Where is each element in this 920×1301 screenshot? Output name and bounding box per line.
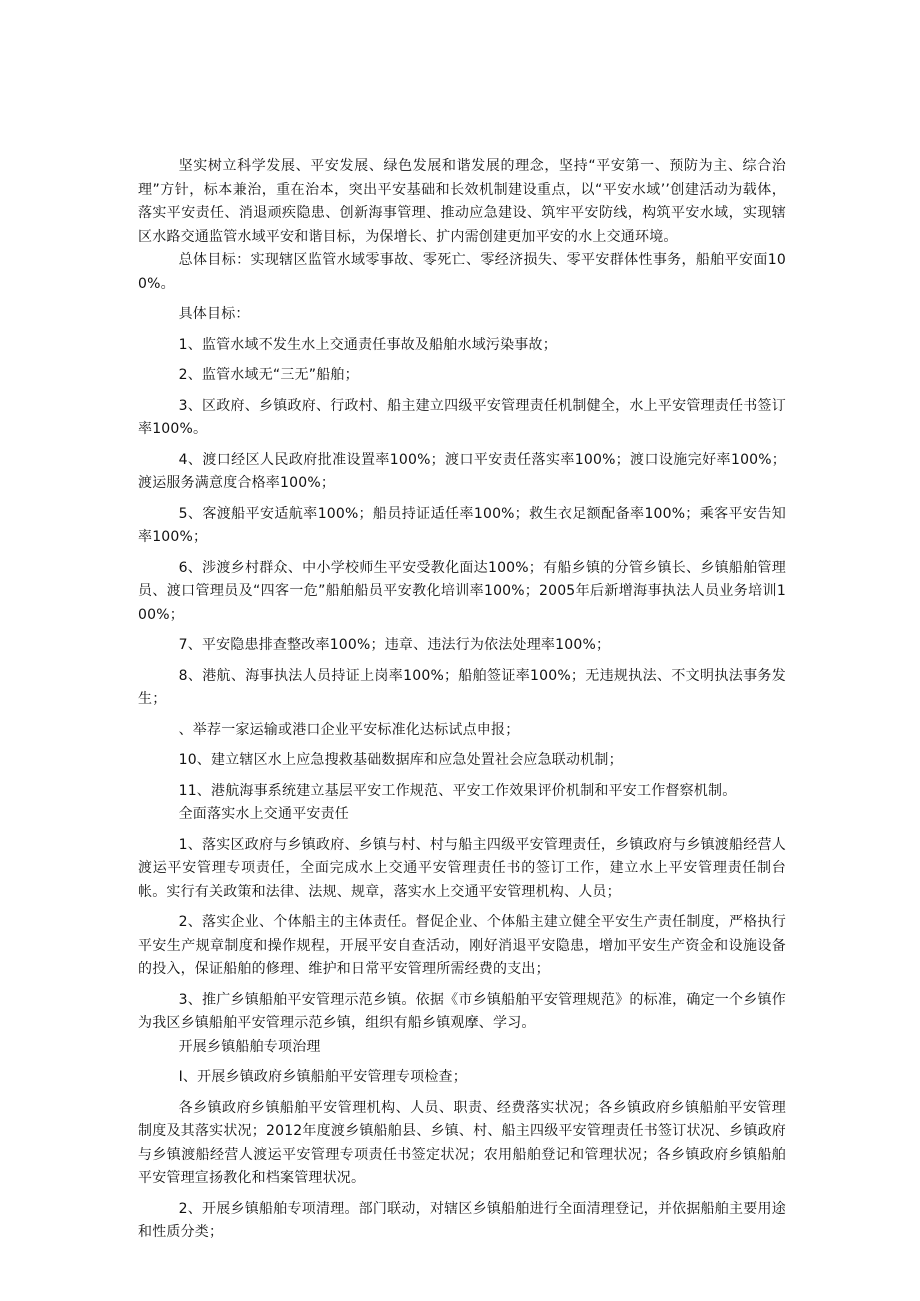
list-item-goal-5: 5、客渡船平安适航率100%；船员持证适任率100%；救生衣足额配备率100%；乘客平安告知率100%； — [138, 505, 786, 545]
paragraph-intro: 坚实树立科学发展、平安发展、绿色发展和谐发展的理念，坚持“平安第一、预防为主、综合治理”方针，标本兼治，重在治本，突出平安基础和长效机制建设重点，以“平安水域’’创建活动为载体，落实平安责任、消退顽疾隐患、创新海事管理、推动应急建设、筑牢平安防线，构筑平安水域，实现辖区水路交通监管水域平安和谐目标，为保增长、扩内需创建更加平安的水上交通环境。 — [138, 158, 786, 245]
list-item-goal-8: 8、港航、海事执法人员持证上岗率100%；船舶签证率100%；无违规执法、不文明执法事务发生； — [138, 667, 786, 707]
paragraph-specific-goals-heading: 具体目标： — [178, 306, 250, 322]
list-item-responsibility-2: 2、落实企业、个体船主的主体责任。督促企业、个体船主建立健全平安生产责任制度，严格执行平安生产规章制度和操作规程，开展平安自查活动，刚好消退平安隐患，增加平安生产资金和设施设备的投入，保证船舶的修理、维护和日常平安管理所需经费的支出； — [138, 914, 786, 977]
section-heading-special-governance: 开展乡镇船舶专项治理 — [178, 1038, 321, 1055]
paragraph-governance-details: 各乡镇政府乡镇船舶平安管理机构、人员、职责、经费落实状况；各乡镇政府乡镇船舶平安管理制度及其落实状况；2012年度渡乡镇船舶县、乡镇、村、船主四级平安管理责任书签订状况、乡镇政府与乡镇渡船经营人渡运平安管理专项责任书签定状况；农用船舶登记和管理状况；各乡镇政府乡镇船舶平安管理宣扬教化和档案管理状况。 — [138, 1099, 786, 1186]
list-item-goal-2: 2、监管水域无“三无”船舶； — [178, 367, 359, 383]
list-item-goal-1: 1、监管水域不发生水上交通责任事故及船舶水域污染事故； — [178, 336, 557, 353]
document-body — [138, 155, 786, 1245]
list-item-goal-11: 11、港航海事系统建立基层平安工作规范、平安工作效果评价机制和平安工作督察机制。 — [178, 782, 737, 799]
list-item-goal-4: 4、渡口经区人民政府批准设置率100%；渡口平安责任落实率100%；渡口设施完好率100%；渡运服务满意度合格率100%； — [138, 451, 786, 491]
list-item-governance-2: 2、开展乡镇船舶专项清理。部门联动，对辖区乡镇船舶进行全面清理登记，并依据船舶主要用途和性质分类； — [138, 1200, 786, 1240]
section-heading-responsibility: 全面落实水上交通平安责任 — [178, 806, 349, 822]
list-item-goal-9: 、举荐一家运输或港口企业平安标准化达标试点申报； — [178, 721, 520, 738]
list-item-responsibility-1: 1、落实区政府与乡镇政府、乡镇与村、村与船主四级平安管理责任，乡镇政府与乡镇渡船经营人渡运平安管理专项责任，全面完成水上交通平安管理责任书的签订工作，建立水上平安管理责任制台帐。实行有关政策和法律、法规、规章，落实水上交通平安管理机构、人员； — [138, 836, 786, 900]
list-item-goal-6: 6、涉渡乡村群众、中小学校师生平安受教化面达100%；有船乡镇的分管乡镇长、乡镇船舶管理员、渡口管理员及“四客一危”船舶船员平安教化培训率100%；2005年后新增海事执法人员业务培训100%； — [138, 559, 786, 623]
list-item-governance-1: I、开展乡镇政府乡镇船舶平安管理专项检查； — [178, 1069, 467, 1085]
list-item-goal-10: 10、建立辖区水上应急搜救基础数据库和应急处置社会应急联动机制； — [178, 752, 623, 768]
list-item-responsibility-3: 3、推广乡镇船舶平安管理示范乡镇。依据《市乡镇船舶平安管理规范》的标准，确定一个乡镇作为我区乡镇船舶平安管理示范乡镇，组织有船乡镇观摩、学习。 — [138, 991, 786, 1031]
list-item-goal-7: 7、平安隐患排查整改率100%；违章、违法行为依法处理率100%； — [178, 637, 611, 653]
paragraph-overall-goal: 总体目标：实现辖区监管水域零事故、零死亡、零经济损失、零平安群体性事务，船舶平安面100%。 — [138, 252, 786, 292]
list-item-goal-3: 3、区政府、乡镇政府、行政村、船主建立四级平安管理责任机制健全，水上平安管理责任书签订率100%。 — [138, 397, 786, 437]
